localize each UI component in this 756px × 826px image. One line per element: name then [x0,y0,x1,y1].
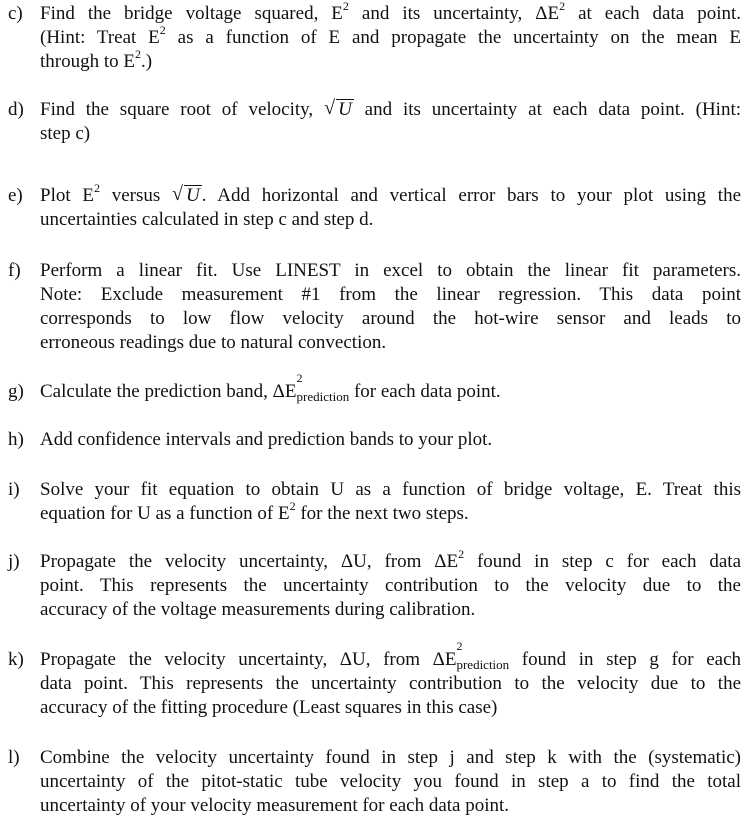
radicand: U [338,99,352,120]
text-line [40,2,741,26]
text-run: as a function of E and propagate the uncertainty on the mean E [165,27,741,48]
item-text [40,181,741,232]
text-line [40,499,741,526]
text-run: Plot E [40,185,94,206]
text-run: . Add horizontal and vertical error bars to your plot using the [201,185,741,206]
text-run: data point. This represents the uncertainty contribution to the velocity due to the [40,673,741,694]
item-label: h) [8,429,24,450]
text-line [40,428,741,452]
supsub-group: 2 $_{prediction}$ [456,639,510,672]
item-text [40,259,741,355]
item-text [40,478,741,526]
item-text [40,547,741,622]
text-line [40,23,741,50]
item-label: d) [8,99,24,120]
text-line [40,181,741,208]
text-line [40,259,741,283]
text-run: through to E [40,51,135,72]
subscript: prediction [296,389,350,404]
text-run: at each data point. [565,3,741,24]
text-run: point. This represents the uncertainty contribution to the velocity due to the [40,575,741,596]
text-run: accuracy of the voltage measurements during calibration. [40,599,476,620]
text-line [40,639,742,672]
text-run: equation for U as a function of E [40,503,290,524]
superscript: 2 [559,0,566,13]
text-run: Perform a linear fit. Use LINEST in excel to obtain the linear fit parameters. [40,260,741,281]
superscript: 2 [159,23,166,37]
text-run: versus [99,185,173,206]
text-run: Propagate the velocity uncertainty, ΔU, from ΔE [40,649,457,670]
text-line [40,672,741,696]
radicand: U [186,185,200,206]
item-label: l) [8,747,20,768]
radical-sign-icon: √ [172,183,184,205]
text-line [40,307,741,331]
supsub-group: 2 $_{prediction}$ [296,371,350,404]
text-line [40,478,741,502]
text-line [40,794,741,818]
text-line [40,574,741,598]
text-run: Find the bridge voltage squared, E [40,3,343,24]
text-run: corresponds to low flow velocity around the hot-wire sensor and leads to [40,308,741,329]
item-text [40,98,741,146]
text-run: .) [141,51,153,72]
superscript: 2 [93,181,100,195]
text-line [40,696,741,720]
superscript: 2 [458,547,465,561]
text-line [40,746,741,770]
square-root-expression [324,98,354,122]
text-run: for each data point. [349,381,501,402]
item-text [40,639,742,720]
radical-sign-icon: √ [324,97,336,119]
item-text [40,2,741,74]
superscript: 2 [342,0,349,13]
text-run: Find the square root of velocity, [40,99,325,120]
text-run: step c) [40,123,91,144]
item-text [40,746,741,818]
text-line [40,331,741,355]
text-run: for the next two steps. [295,503,469,524]
text-run: found in step g for each [509,649,742,670]
text-line [40,283,741,307]
text-line [40,208,741,232]
text-run: uncertainties calculated in step c and step d. [40,209,374,230]
text-line [40,47,741,74]
text-run: Solve your fit equation to obtain U as a function of bridge voltage, E. Treat this [40,479,741,500]
superscript: 2 [135,47,141,61]
superscript: 2 [289,499,296,513]
text-line [40,770,741,794]
text-run: and its uncertainty, ΔE [348,3,560,24]
text-run: and its uncertainty at each data point. (Hint: [353,99,742,120]
text-line [40,371,741,404]
text-run: erroneous readings due to natural convection. [40,332,387,353]
text-run: accuracy of the fitting procedure (Least squares in this case) [40,697,498,718]
text-run: Note: Exclude measurement #1 from the linear regression. This data point [40,284,741,305]
text-run: Propagate the velocity uncertainty, ΔU, from ΔE [40,551,459,572]
item-label: j) [8,551,20,572]
subscript: prediction [456,657,510,672]
square-root-expression [172,184,202,208]
text-line [40,598,741,622]
item-label: c) [8,3,23,24]
text-run: uncertainty of the pitot-static tube velocity you found in step a to find the total [40,771,741,792]
text-line [40,547,741,574]
item-label: i) [8,479,20,500]
item-label: e) [8,185,23,206]
item-label: g) [8,381,24,402]
item-text [40,428,741,452]
text-run: uncertainty of your velocity measurement for each data point. [40,795,510,816]
text-line [40,98,741,122]
text-run: Calculate the prediction band, ΔE [40,381,297,402]
item-label: f) [8,260,21,281]
text-run: Combine the velocity uncertainty found in step j and step k with the (systematic) [40,747,741,768]
text-run: Add confidence intervals and prediction bands to your plot. [40,429,493,450]
text-run: found in step c for each data [464,551,741,572]
item-label: k) [8,649,24,670]
item-text [40,371,741,404]
text-line [40,122,741,146]
text-run: (Hint: Treat E [40,27,160,48]
